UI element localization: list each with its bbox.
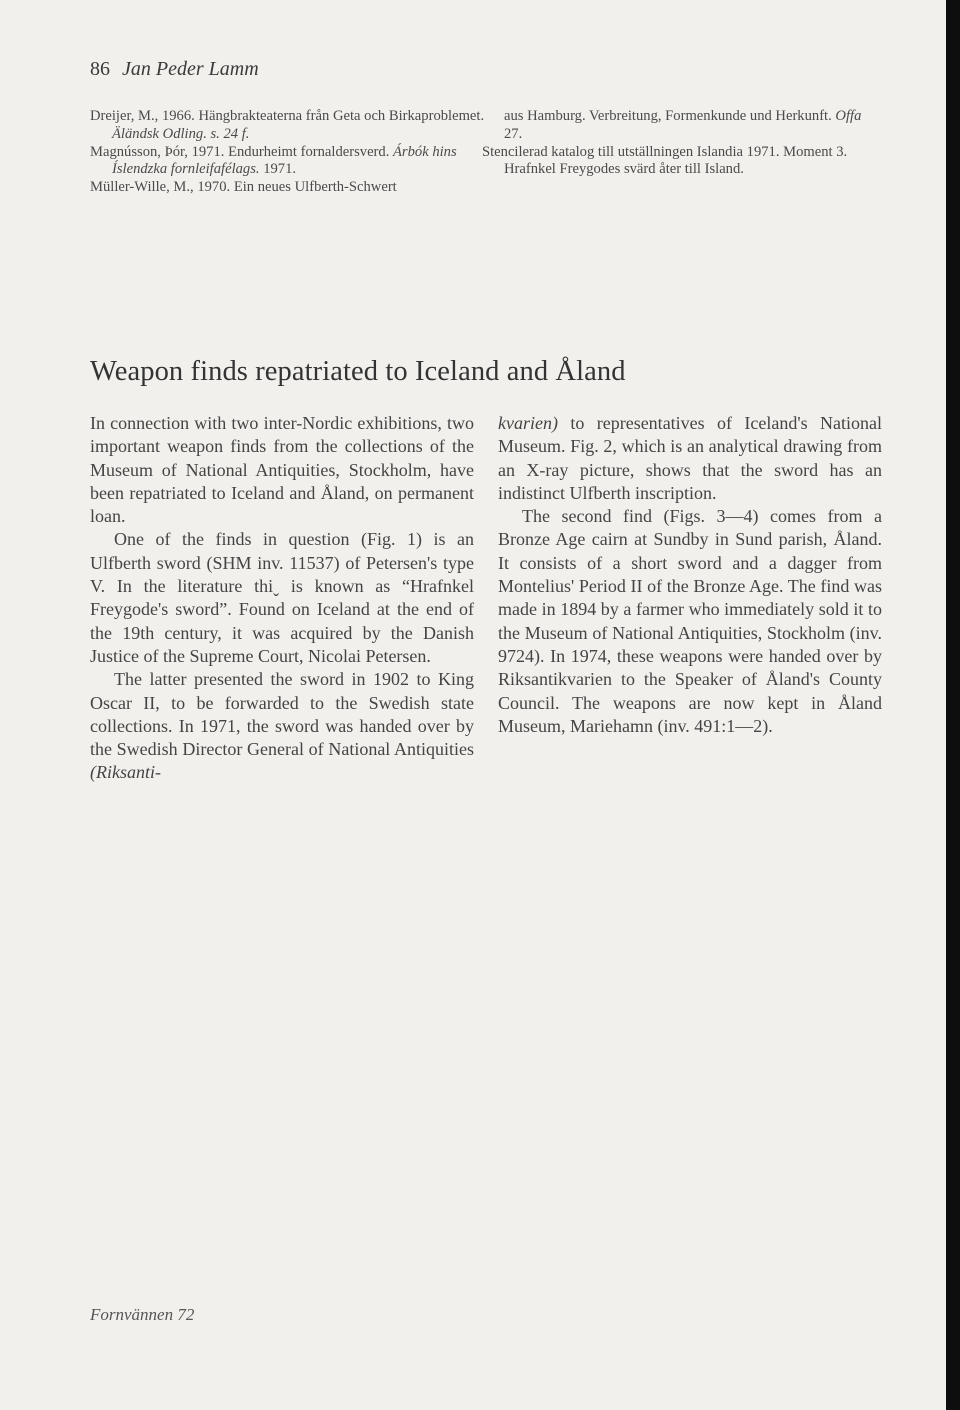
body-paragraph: The second find (Figs. 3—4) comes from a Bronze Age cairn at Sundby in Sund parish, Åland. It consists of a short sword and a dagger from Montelius' Period II of the Bronze Age. The find was made in 1894 by a farmer who immediately sold it to the Museum of National Antiquities, Stockholm (inv. 9724). In 1974, these weapons were handed over by Riksantikvarien to the Speaker of Åland's County Council. The weapons are now kept in Åland Museum, Mariehamn (inv. 491:1—2). [498, 506, 882, 736]
body-right-column [498, 412, 882, 738]
references-right-column [482, 108, 882, 179]
scan-edge [946, 0, 960, 1410]
article-title: Weapon finds repatriated to Iceland and Åland [90, 356, 626, 387]
reference-entry-continued: aus Hamburg. Verbreitung, Formenkunde und Herkunft. Offa 27. [504, 108, 862, 142]
body-paragraph: In connection with two inter-Nordic exhibitions, two important weapon finds from the collections of the Museum of National Antiquities, Stockholm, have been repatriated to Iceland and Åland, on permanent loan. [90, 413, 474, 527]
page-number: 86 [90, 58, 110, 80]
body-paragraph: One of the finds in question (Fig. 1) is an Ulfberth sword (SHM inv. 11537) of Petersen's type V. In the literature thiˬ is known as “Hrafnkel Freygode's sword”. Found on Iceland at the end of the 19th century, it was acquired by the Danish Justice of the Supreme Court, Nicolai Petersen. [90, 529, 474, 666]
body-paragraph-continued: kvarien) to representatives of Iceland's National Museum. Fig. 2, which is an analytical drawing from an X-ray picture, shows that the sword has an indistinct Ulfberth inscription. [498, 413, 882, 503]
reference-entry: Dreijer, M., 1966. Hängbrakteaterna från Geta och Birkaproblemet. Äländsk Odling. s. 24 f. [90, 108, 485, 142]
running-head-author: Jan Peder Lamm [122, 58, 259, 80]
running-header [90, 58, 259, 81]
reference-entry: Stencilerad katalog till utställningen Islandia 1971. Moment 3. Hrafnkel Freygodes svärd åter till Island. [482, 143, 848, 178]
references-left-column [90, 108, 490, 197]
body-left-column [90, 412, 474, 785]
journal-footer: Fornvännen 72 [90, 1305, 195, 1324]
body-paragraph: The latter presented the sword in 1902 to King Oscar II, to be forwarded to the Swedish state collections. In 1971, the sword was handed over by the Swedish Director General of National Antiquities (Riksanti- [90, 669, 474, 783]
reference-entry: Müller-Wille, M., 1970. Ein neues Ulfberth-Schwert [90, 179, 397, 196]
reference-entry: Magnússon, Þór, 1971. Endurheimt fornaldersverd. Árbók hins Íslendzka fornleifafélags. 1971. [90, 143, 457, 178]
